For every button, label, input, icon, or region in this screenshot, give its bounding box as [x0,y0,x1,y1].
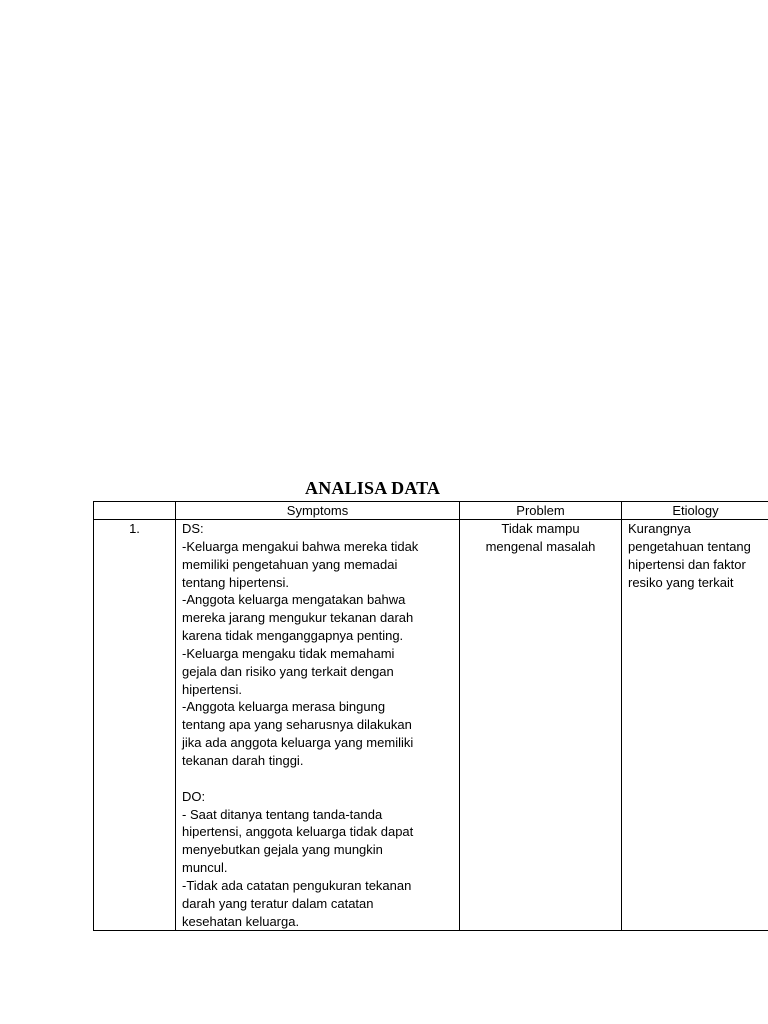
problem-line: Tidak mampu [501,521,580,536]
ds-line: -Keluarga mengaku tidak memahami [182,645,395,661]
ds-line: -Keluarga mengakui bahwa mereka tidak [182,538,419,554]
do-line: darah yang teratur dalam catatan [182,895,374,911]
ds-line: tentang apa yang seharusnya dilakukan [182,717,412,733]
analysis-table [93,501,768,931]
row-number: 1. [129,521,140,536]
etiology-line: Kurangnya [628,521,691,536]
header-etiology: Etiology [622,502,768,520]
table-header-row [94,502,768,520]
row-number-cell [94,520,176,931]
symptoms-cell [176,520,460,931]
ds-line: mereka jarang mengukur tekanan darah [182,610,414,626]
do-line: - Saat ditanya tentang tanda-tanda [182,806,383,822]
paragraph-gap [182,770,453,788]
ds-line: -Anggota keluarga mengatakan bahwa [182,592,406,608]
ds-line: -Anggota keluarga merasa bingung [182,699,386,715]
do-line: muncul. [182,860,228,876]
table-row [94,520,768,931]
do-label: DO: [182,788,206,804]
problem-line: mengenal masalah [485,538,596,554]
ds-label: DS: [182,521,204,536]
do-line: kesehatan keluarga. [182,913,300,929]
do-line: -Tidak ada catatan pengukuran tekanan [182,877,412,893]
ds-line: tentang hipertensi. [182,574,289,590]
ds-line: karena tidak menganggapnya penting. [182,628,404,644]
ds-line: jika ada anggota keluarga yang memiliki [182,735,414,751]
etiology-line: resiko yang terkait [628,574,734,590]
header-problem: Problem [460,502,622,520]
ds-line: gejala dan risiko yang terkait dengan [182,663,394,679]
ds-line: memiliki pengetahuan yang memadai [182,556,398,572]
do-line: menyebutkan gejala yang mungkin [182,842,383,858]
ds-line: hipertensi. [182,681,242,697]
header-symptoms: Symptoms [176,502,460,520]
ds-line: tekanan darah tinggi. [182,752,304,768]
etiology-cell [622,520,768,931]
etiology-line: pengetahuan tentang [628,538,751,554]
etiology-line: hipertensi dan faktor [628,556,746,572]
header-number [94,502,176,520]
problem-cell [460,520,622,931]
document-title: ANALISA DATA [305,478,441,498]
do-line: hipertensi, anggota keluarga tidak dapat [182,824,414,840]
